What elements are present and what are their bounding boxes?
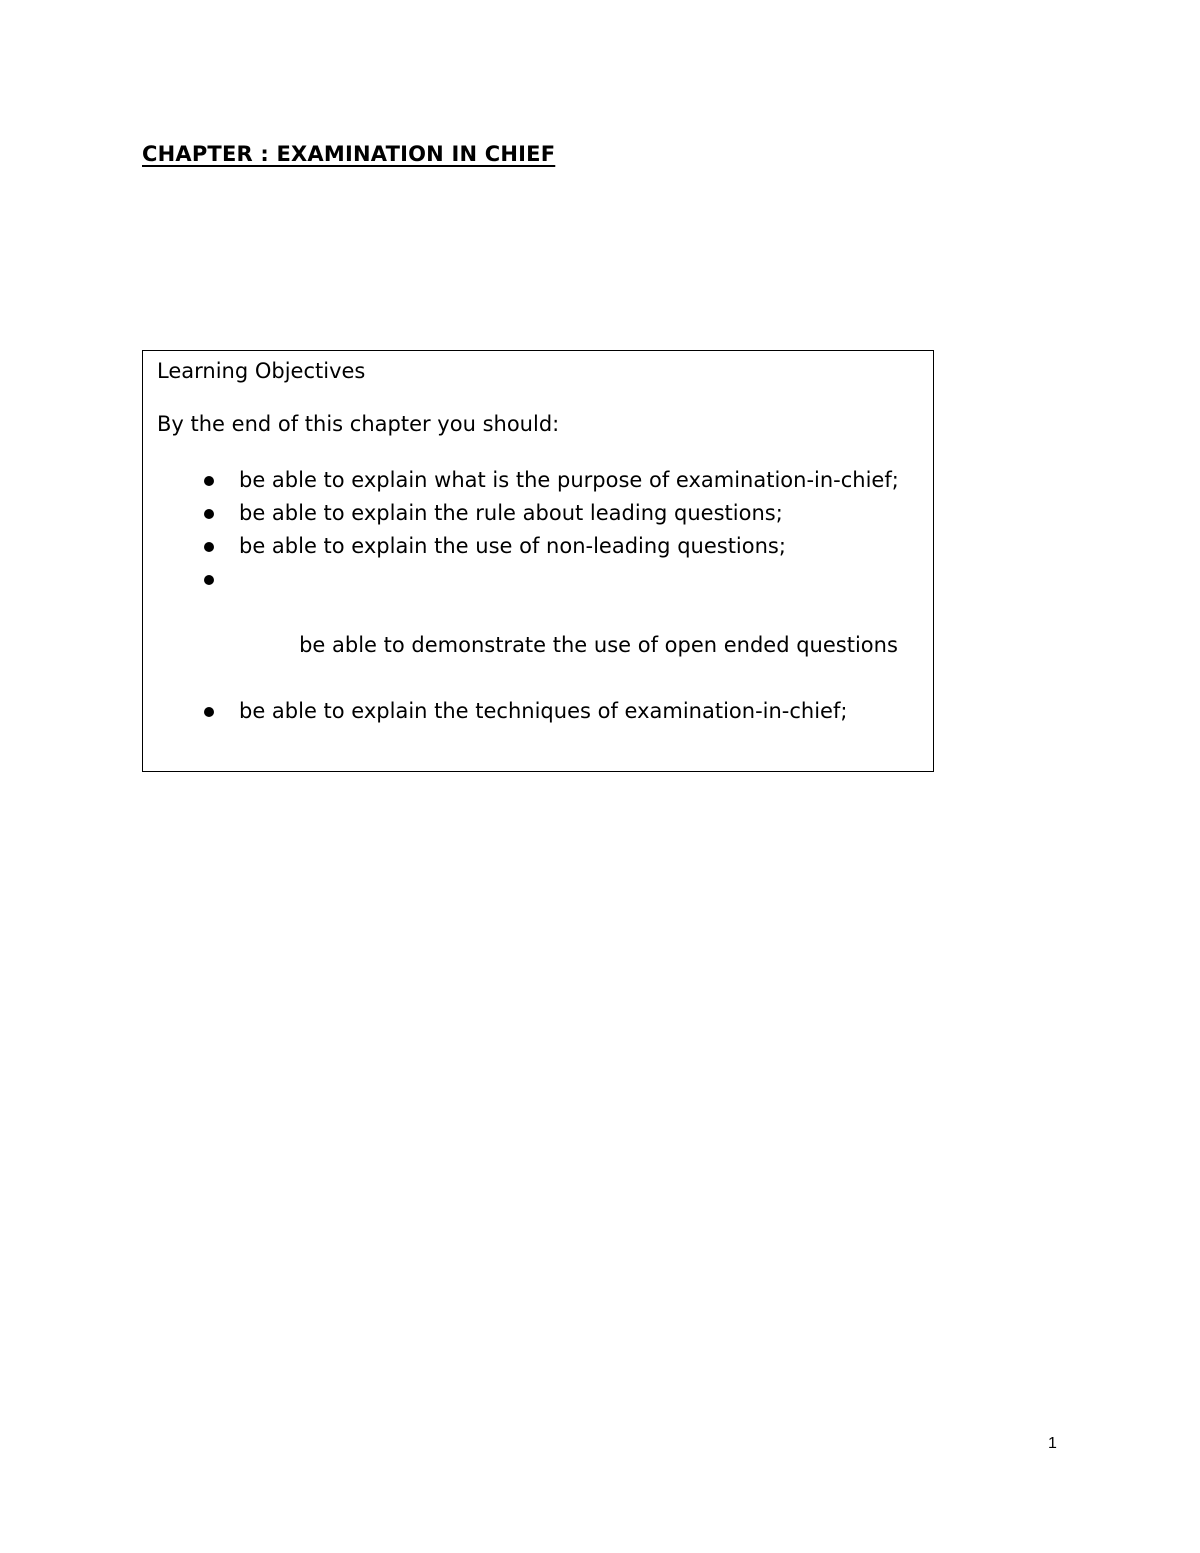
objective-text: be able to explain what is the purpose of examination-in-chief; [239,468,899,492]
bullet-icon [204,509,214,519]
chapter-title: CHAPTER : EXAMINATION IN CHIEF [142,142,556,166]
learning-objectives-heading: Learning Objectives [157,359,366,383]
objective-item [143,497,935,530]
learning-objectives-intro: By the end of this chapter you should: [157,412,560,436]
bullet-icon [204,575,214,585]
objective-item [143,464,935,497]
bullet-icon [204,542,214,552]
objective-item [143,695,935,728]
objective-item [143,530,935,563]
objective-text: be able to explain the use of non-leading questions; [239,534,786,558]
objective-text: be able to demonstrate the use of open ended questions [292,633,898,657]
objective-list [143,464,935,728]
bullet-icon [204,476,214,486]
objective-text: be able to explain the techniques of examination-in-chief; [239,699,848,723]
bullet-icon [204,707,214,717]
page-number: 1 [1048,1435,1057,1452]
learning-objectives-box [142,350,934,772]
objective-text: be able to explain the rule about leading questions; [239,501,783,525]
objective-item [143,563,935,695]
